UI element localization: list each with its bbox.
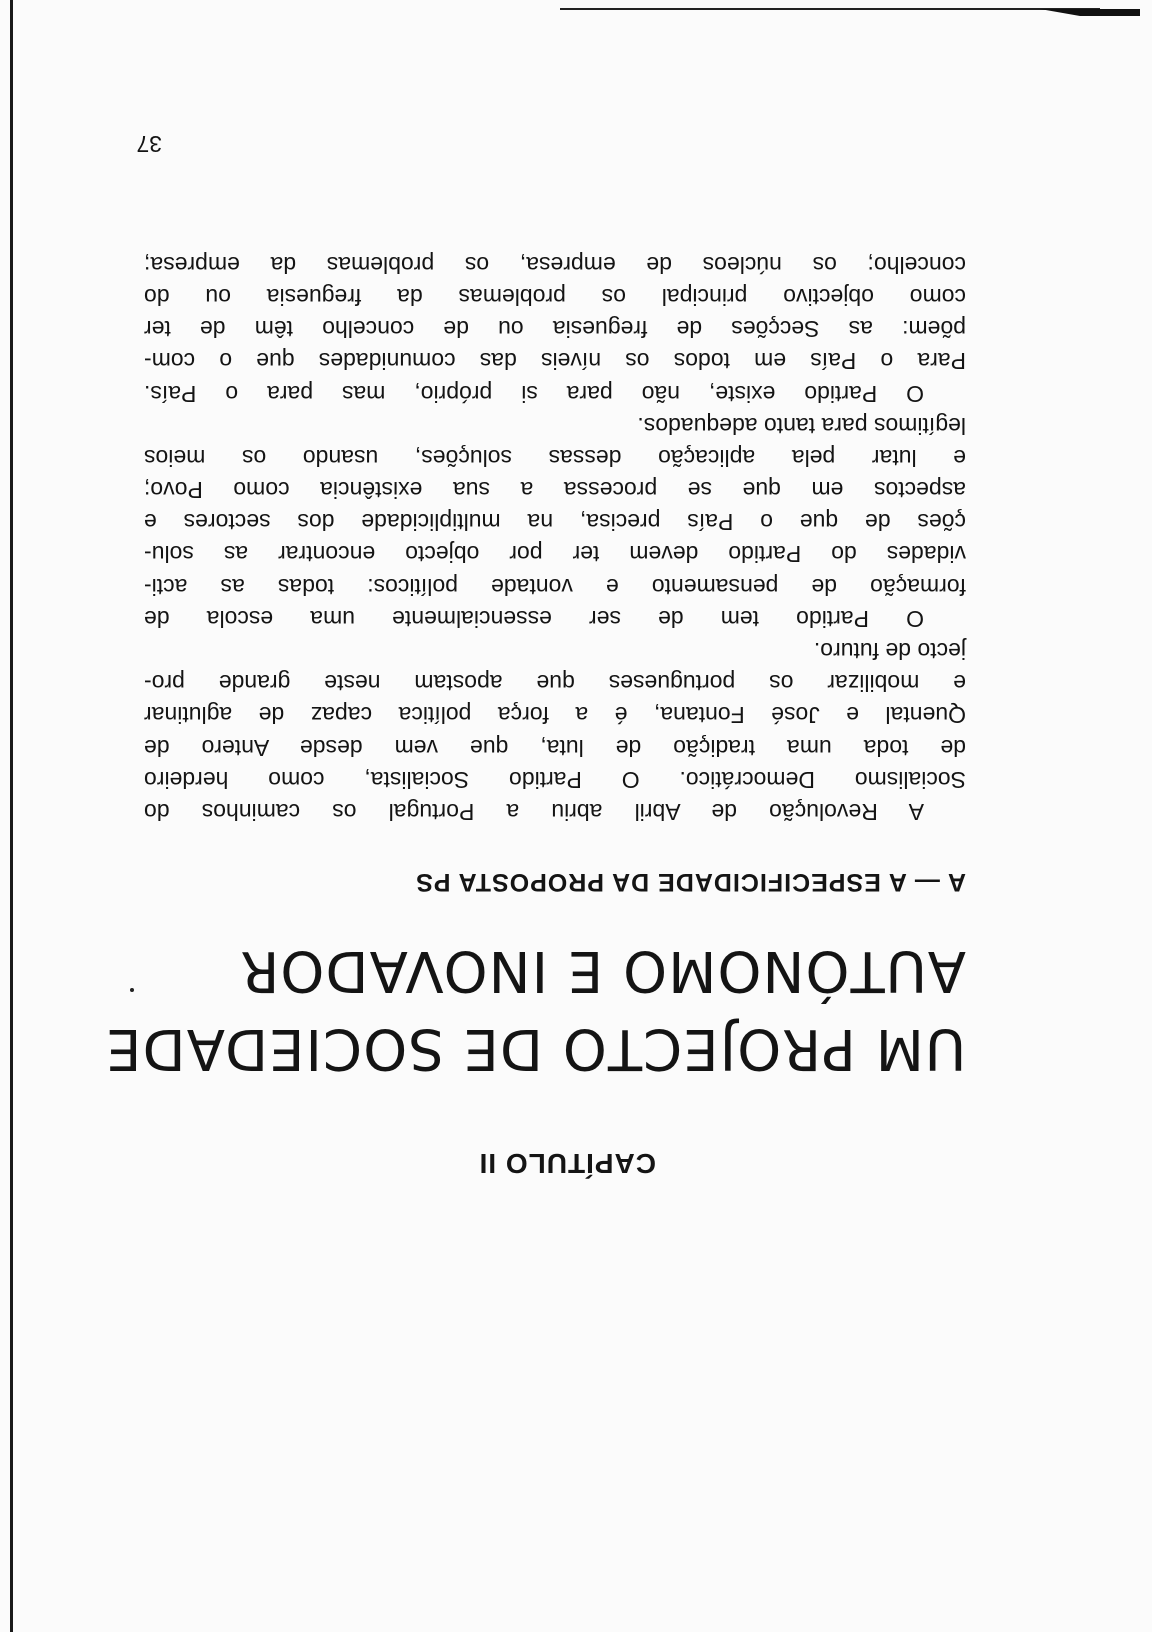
section-heading: A — A ESPECIFICIDADE DA PROPOSTA PS bbox=[415, 868, 966, 896]
text-line: ções de que o País precisa, na multiplicidade dos sectores e bbox=[144, 509, 966, 536]
text-line: põem: as Secções de freguesia ou de concelho têm de ter bbox=[144, 316, 966, 343]
text-line: O Partido tem de ser essencialmente uma escola de bbox=[144, 605, 924, 632]
text-line: A Revolução de Abril abriu a Portugal os caminhos do bbox=[144, 799, 924, 825]
text-line: Socialismo Democrático. O Partido Socialista, como herdeiro bbox=[144, 766, 966, 793]
text-line: como objectivo principal os problemas da freguesia ou do bbox=[144, 284, 966, 310]
chapter-title-line-1: UM PROJECTO DE SOCIEDADE bbox=[105, 1016, 966, 1081]
text-line: aspectos em que se processa a sua existência como Povo; bbox=[144, 477, 966, 504]
chapter-title-line-2: AUTÓNOMO E INOVADOR bbox=[239, 938, 966, 1003]
chapter-label: CAPÍTULO II bbox=[478, 1148, 656, 1179]
paragraph-2 bbox=[144, 410, 966, 635]
text-line: vidades do Partido devem ter por objecto encontrar as solu- bbox=[144, 541, 966, 568]
body-text bbox=[144, 249, 966, 828]
text-line: legítimos para tanto adequados. bbox=[637, 412, 966, 439]
paragraph-3 bbox=[144, 249, 966, 410]
text-line: e lutar pela aplicação dessas soluções, usando os meios bbox=[144, 444, 966, 471]
text-line: Quental e José Fontana, é a força política capaz de aglutinar bbox=[144, 702, 966, 729]
text-line: jecto de futuro. bbox=[813, 638, 966, 665]
text-line: Para o País em todos os níveis das comunidades que o com- bbox=[144, 348, 966, 375]
text-line: de toda uma tradição de luta, que vem desde Antero de bbox=[144, 734, 966, 761]
text-line: formação de pensamento e vontade políticos: todas as acti- bbox=[144, 573, 966, 600]
text-line: O Partido existe, não para si próprio, mas para o País. bbox=[144, 380, 924, 407]
text-line: e mobilizar os portugueses que apostam neste grande pro- bbox=[144, 670, 966, 697]
text-line: concelho; os núcleos de empresa, os problemas da empresa; bbox=[144, 251, 966, 278]
chapter-title bbox=[105, 931, 966, 1087]
page-number: 37 bbox=[136, 131, 162, 157]
paragraph-1 bbox=[144, 635, 966, 828]
